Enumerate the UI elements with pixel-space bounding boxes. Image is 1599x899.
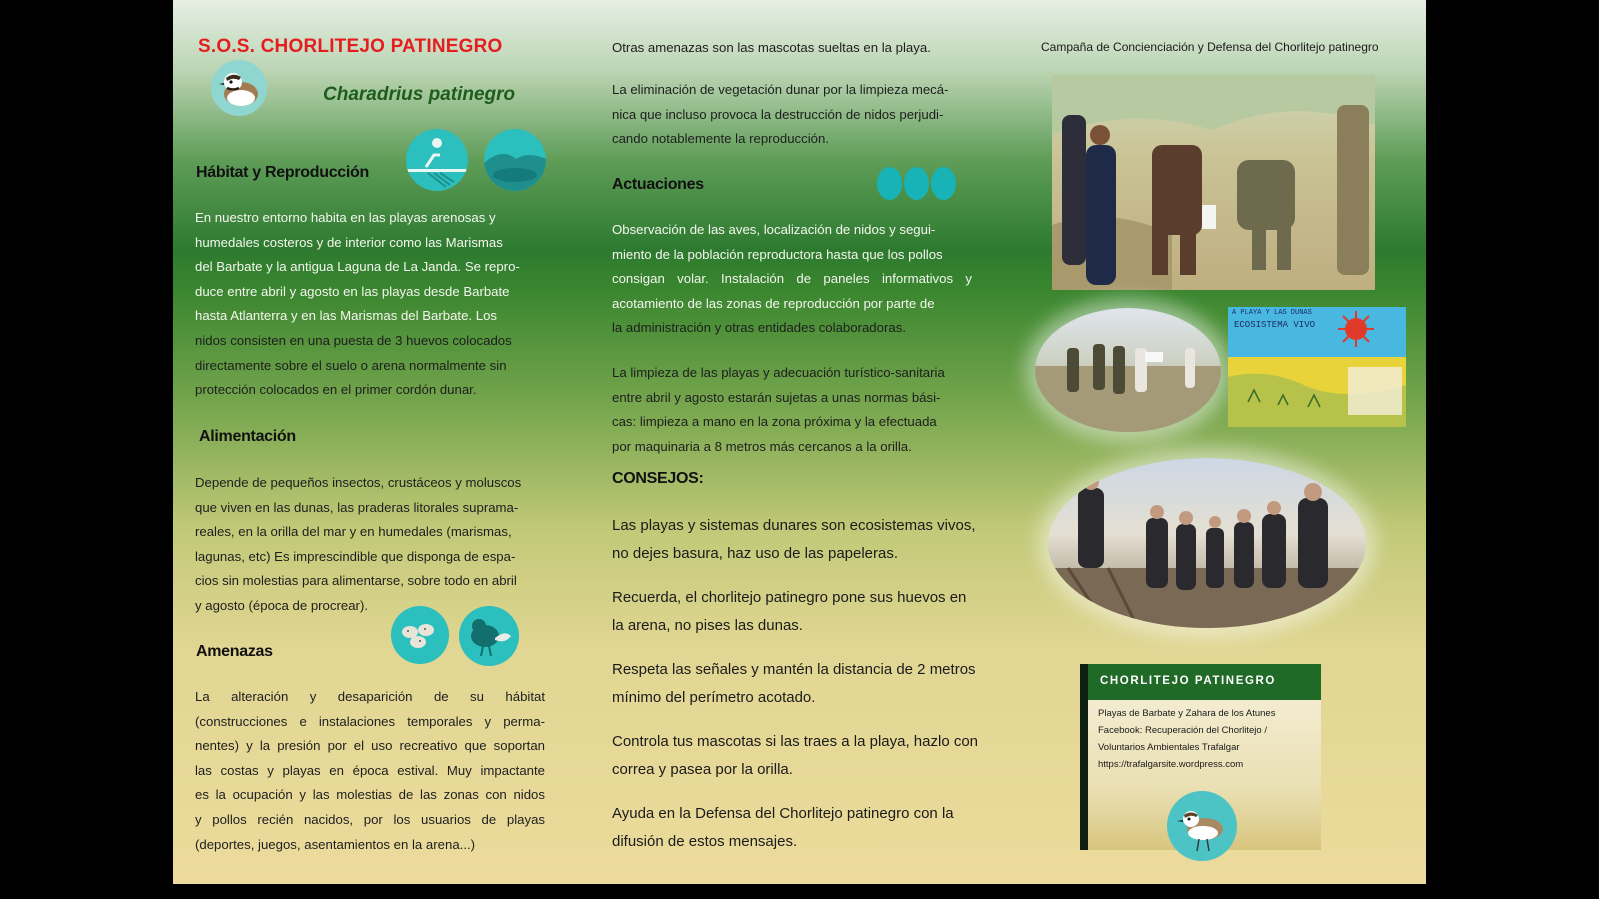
eggs-nest-icon (391, 606, 449, 664)
habitat-line: humedales costeros y de interior como las Marismas (195, 234, 503, 250)
threats-line: y pollos recién nacidos, por los usuarios de playas (195, 811, 545, 827)
actions-line: consigan volar. Instalación de paneles informativos y (612, 271, 972, 287)
cleaning-text (612, 361, 972, 459)
card-left-bar (1080, 664, 1088, 850)
advice-item (612, 728, 997, 783)
advice-line: Respeta las señales y mantén la distancia de 2 metros (612, 661, 976, 678)
advice-item (612, 584, 997, 639)
food-line: reales, en la orilla del mar y en humedales (marismas, (195, 524, 512, 540)
threats-line: nentes) y la presión por el uso recreativo que soportan (195, 738, 545, 754)
food-line: y agosto (época de procrear). (195, 597, 368, 613)
habitat-line: nidos consisten en una puesta de 3 huevos colocados (195, 332, 512, 348)
egg-icon (877, 167, 902, 200)
egg-icon (931, 167, 956, 200)
poster-title-text: ECOSISTEMA VIVO (1234, 320, 1316, 330)
advice-line: mínimo del perímetro acotado. (612, 688, 816, 706)
advice-item (612, 512, 997, 567)
brochure-page (173, 0, 1426, 884)
habitat-line: En nuestro entorno habita en las playas arenosas y (195, 210, 496, 225)
cleaning-line: cas: limpieza a mano en la zona próxima y la efectuada (612, 414, 937, 430)
threats-line: (construcciones e instalaciones temporales y perma- (195, 713, 545, 729)
ecosystem-poster-image (1228, 307, 1406, 427)
food-line: Depende de pequeños insectos, crustáceos y moluscos (195, 475, 522, 490)
food-heading: Alimentación (199, 428, 296, 445)
volunteers-boardwalk-photo (1048, 458, 1366, 628)
food-line: lagunas, etc) Es imprescindible que disponga de espa- (195, 548, 516, 564)
cleaning-line: La limpieza de las playas y adecuación turístico-sanitaria (612, 365, 945, 380)
advice-line: la arena, no pises las dunas. (612, 616, 803, 634)
plover-logo-icon (211, 60, 267, 116)
actions-line: acotamiento de las zonas de reproducción por parte de (612, 295, 935, 311)
threats-line: las costas y playas en época estival. Muy impactante (195, 762, 545, 778)
dune-landscape-icon (484, 129, 546, 191)
advice-line: Recuerda, el chorlitejo patinegro pone sus huevos en (612, 589, 967, 606)
cleaning-line: entre abril y agosto estarán sujetas a unas normas bási- (612, 389, 941, 405)
card-info-line: Playas de Barbate y Zahara de los Atunes (1098, 708, 1276, 719)
habitat-text (195, 206, 545, 403)
food-text (195, 471, 545, 619)
threats-heading: Amenazas (196, 643, 273, 660)
egg-icon (904, 167, 929, 200)
actions-heading: Actuaciones (612, 176, 704, 193)
habitat-line: del Barbate y la antigua Laguna de La Janda. Se repro- (195, 259, 520, 275)
threats-line: La alteración y desaparición de su hábitat (195, 689, 545, 704)
vegetation-line: cando notablemente la reproducción. (612, 131, 830, 147)
card-info-line: Voluntarios Ambientales Trafalgar (1098, 742, 1240, 753)
poster-top-text: A PLAYA Y LAS DUNAS (1232, 309, 1312, 317)
contact-card (1088, 664, 1321, 850)
brochure-title: S.O.S. CHORLITEJO PATINEGRO (198, 36, 503, 57)
middle-top-line (612, 36, 972, 61)
food-line: cios sin molestias para alimentarse, sobre todo en abril (195, 573, 517, 589)
campaign-caption: Campaña de Concienciación y Defensa del Chorlitejo patinegro (1041, 40, 1379, 54)
chick-icon (459, 606, 519, 666)
advice-line: difusión de estos mensajes. (612, 832, 798, 850)
threats-text (195, 685, 545, 857)
advice-heading: CONSEJOS: (612, 470, 704, 487)
habitat-line: protección colocados en el primer cordón dunar. (195, 382, 477, 398)
advice-item (612, 800, 997, 855)
pets-threat-line: Otras amenazas son las mascotas sueltas en la playa. (612, 40, 931, 55)
advice-line: Controla tus mascotas si las traes a la playa, hazlo con (612, 733, 979, 750)
advice-list (612, 512, 997, 855)
vegetation-text (612, 78, 972, 152)
advice-item (612, 656, 997, 711)
actions-line: miento de la población reproductora hasta que los pollos (612, 246, 943, 262)
cleaning-line: por maquinaria a 8 metros más cercanos a la orilla. (612, 438, 912, 454)
food-line: que viven en las dunas, las praderas litorales suprama- (195, 499, 519, 515)
card-title: CHORLITEJO PATINEGRO (1100, 675, 1276, 687)
advice-line: correa y pasea por la orilla. (612, 760, 793, 778)
habitat-line: directamente sobre el suelo o arena normalmente sin (195, 357, 507, 373)
advice-line: Ayuda en la Defensa del Chorlitejo patinegro con la (612, 805, 954, 822)
card-info-line: https://trafalgarsite.wordpress.com (1098, 759, 1244, 770)
advice-line: no dejes basura, haz uso de las papeleras. (612, 544, 899, 562)
card-info-line: Facebook: Recuperación del Chorlitejo / (1098, 725, 1267, 736)
threats-line: es la ocupación y las molestias de las zonas con nidos (195, 787, 545, 803)
habitat-heading: Hábitat y Reproducción (196, 164, 369, 181)
habitat-line: hasta Atlanterra y en las Marismas del Barbate. Los (195, 308, 497, 324)
volunteers-dune-photo (1052, 75, 1375, 290)
threats-line: (deportes, juegos, asentamientos en la arena...) (195, 836, 476, 852)
habitat-line: duce entre abril y agosto en las playas desde Barbate (195, 283, 510, 299)
advice-line: Las playas y sistemas dunares son ecosistemas vivos, (612, 517, 976, 534)
group-field-photo (1035, 308, 1221, 432)
vegetation-line: La eliminación de vegetación dunar por la limpieza mecá- (612, 82, 949, 97)
plover-card-icon (1167, 791, 1237, 861)
beach-bird-icon (406, 129, 468, 191)
actions-line: Observación de las aves, localización de nidos y segui- (612, 222, 936, 237)
actions-text (612, 218, 972, 341)
scientific-name: Charadrius patinegro (323, 84, 516, 105)
vegetation-line: nica que incluso provoca la destrucción de nidos perjudi- (612, 106, 944, 122)
actions-line: la administración y otras entidades colaboradoras. (612, 320, 906, 336)
